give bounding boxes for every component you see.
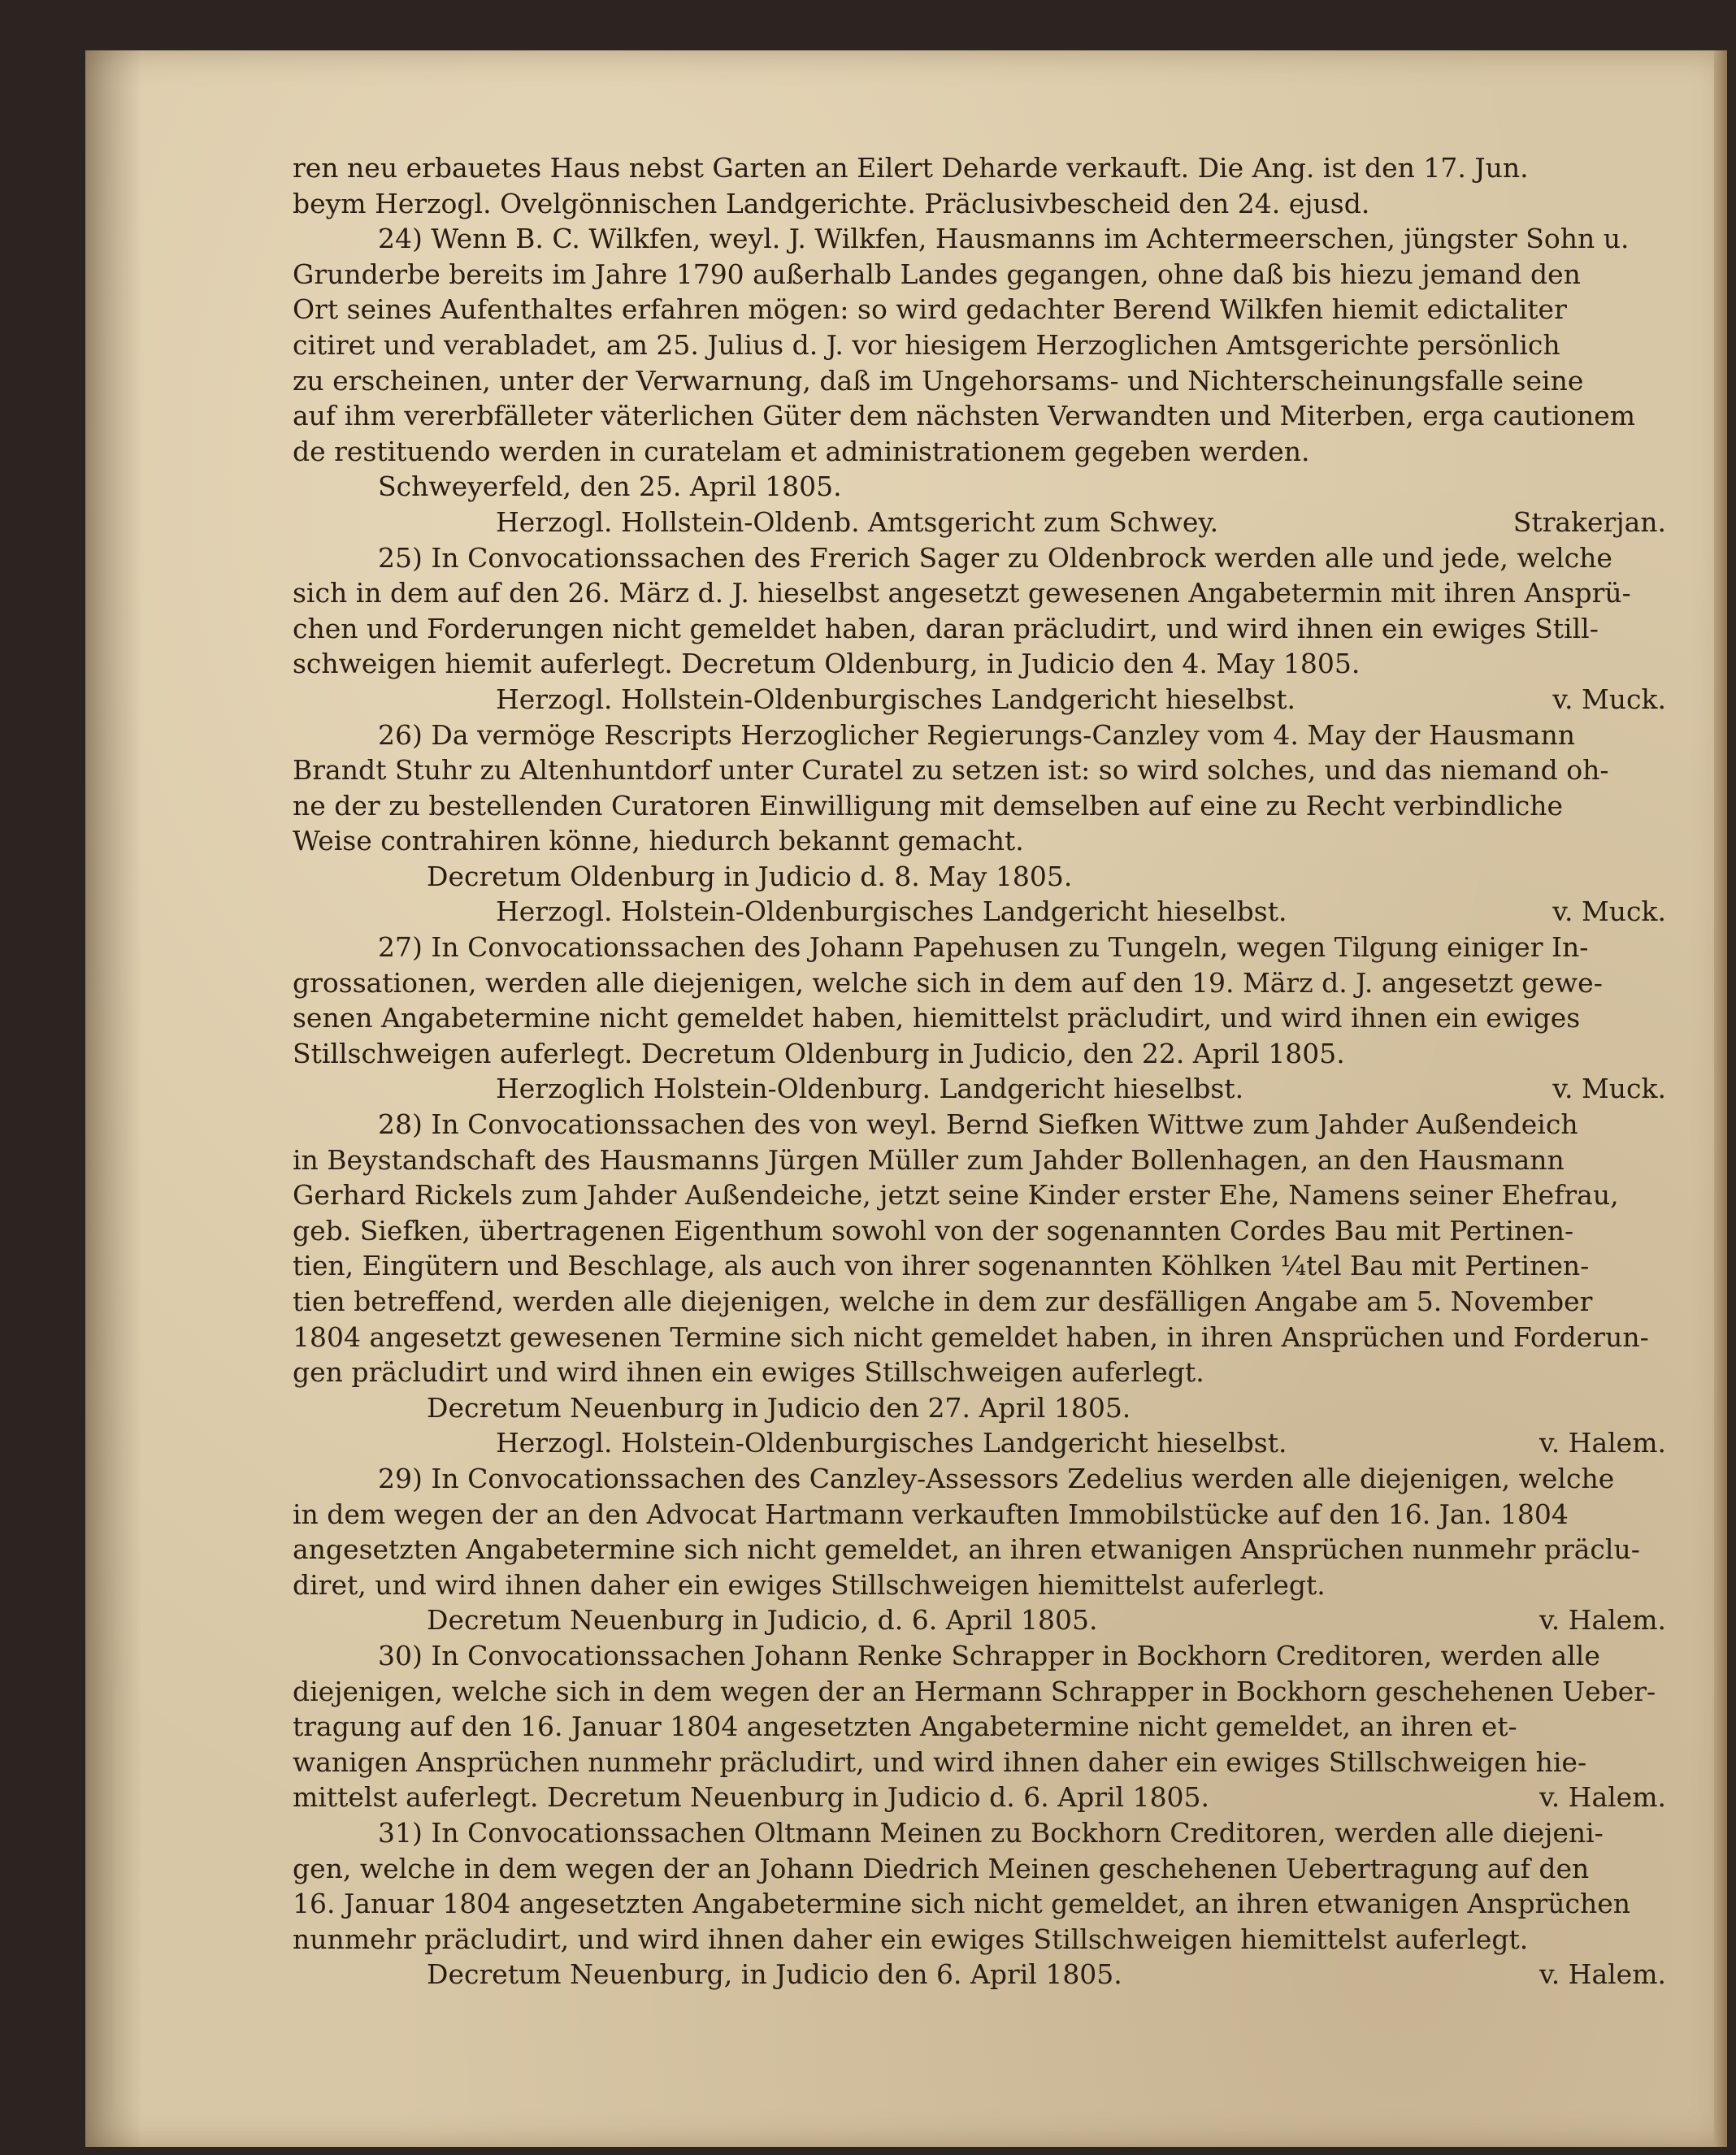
- text-line: Ort seines Aufenthaltes erfahren mögen: so wird gedachter Berend Wilkfen hiemit edictaliter: [293, 293, 1567, 326]
- page-edge: [1714, 50, 1727, 2147]
- signatory: v. Muck.: [1552, 1073, 1666, 1105]
- decretum-line: Decretum Neuenburg in Judicio, d. 6. April 1805.: [427, 1604, 1098, 1637]
- text-line: schweigen hiemit auferlegt. Decretum Oldenburg, in Judicio den 4. May 1805.: [293, 648, 1361, 680]
- text-line: beym Herzogl. Ovelgönnischen Landgerichte. Präclusivbescheid den 24. ejusd.: [293, 187, 1370, 219]
- text-line: gen präcludirt und wird ihnen ein ewiges Stillschweigen auferlegt.: [293, 1356, 1204, 1389]
- decretum-line: Decretum Neuenburg, in Judicio den 6. April 1805.: [427, 1958, 1122, 1991]
- text-line: Weise contrahiren könne, hiedurch bekannt gemacht.: [293, 825, 1024, 857]
- text-line: wanigen Ansprüchen nunmehr präcludirt, und wird ihnen daher ein ewiges Stillschweigen hie-: [293, 1745, 1587, 1778]
- text-line: ren neu erbauetes Haus nebst Garten an Eilert Deharde verkauft. Die Ang. ist den 17. Jun.: [293, 152, 1529, 184]
- text-line: 16. Januar 1804 angesetzten Angabetermine sich nicht gemeldet, an ihren etwanigen Ansprüchen: [293, 1888, 1631, 1920]
- signatory: v. Halem.: [1539, 1427, 1666, 1459]
- signature-row: [293, 1957, 1666, 1992]
- text-line: Stillschweigen auferlegt. Decretum Oldenburg in Judicio, den 22. April 1805.: [293, 1037, 1345, 1069]
- signatory: v. Halem.: [1539, 1958, 1666, 1991]
- court-name: Herzoglich Holstein-Oldenburg. Landgericht hieselbst.: [496, 1073, 1244, 1105]
- text-line: in dem wegen der an den Advocat Hartmann verkauften Immobilstücke auf den 16. Jan. 1804: [293, 1498, 1569, 1530]
- binding-shadow: [85, 50, 142, 2147]
- decretum-line: Decretum Neuenburg in Judicio den 27. April 1805.: [427, 1391, 1131, 1424]
- signatory: v. Halem.: [1539, 1781, 1666, 1814]
- place-date: Schweyerfeld, den 25. April 1805.: [378, 470, 842, 503]
- signature-row: [293, 1425, 1666, 1461]
- text-line: tien betreffend, werden alle diejenigen, welche in dem zur desfälligen Angabe am 5. November: [293, 1286, 1593, 1317]
- signature-row: [293, 682, 1666, 718]
- text-line: in Beystandschaft des Hausmanns Jürgen Müller zum Jahder Bollenhagen, an den Hausmann: [293, 1143, 1565, 1176]
- court-name: Herzogl. Holstein-Oldenburgisches Landgericht hieselbst.: [496, 1427, 1287, 1459]
- signatory: v. Muck.: [1552, 683, 1666, 715]
- text-line: zu erscheinen, unter der Verwarnung, daß im Ungehorsams- und Nichterscheinungsfalle seine: [293, 364, 1584, 397]
- text-line: Grunderbe bereits im Jahre 1790 außerhalb Landes gegangen, ohne daß bis hiezu jemand den: [293, 258, 1581, 290]
- entry-26-start: 26) Da vermöge Rescripts Herzoglicher Regierungs-Canzley vom 4. May der Hausmann: [378, 718, 1576, 751]
- signature-row: [293, 505, 1666, 540]
- court-name: Herzogl. Hollstein-Oldenburgisches Landgericht hieselbst.: [496, 683, 1296, 715]
- signatory: Strakerjan.: [1512, 505, 1666, 538]
- signature-row: [293, 1780, 1666, 1815]
- text-line: tien, Eingütern und Beschlage, als auch von ihrer sogenannten Köhlken ¼tel Bau mit Pertinen-: [293, 1250, 1590, 1282]
- entry-31-start: 31) In Convocationssachen Oltmann Meinen zu Bockhorn Creditoren, werden alle diejeni-: [378, 1816, 1604, 1849]
- signature-row: [293, 1071, 1666, 1107]
- text-line: tragung auf den 16. Januar 1804 angesetzten Angabetermine nicht gemeldet, an ihren et-: [293, 1711, 1517, 1743]
- text-line: angesetzten Angabetermine sich nicht gemeldet, an ihren etwanigen Ansprüchen nunmehr präclu-: [293, 1533, 1640, 1566]
- text-line: mittelst auferlegt. Decretum Neuenburg in Judicio d. 6. April 1805.: [293, 1781, 1210, 1814]
- signatory: v. Halem.: [1539, 1604, 1666, 1637]
- text-line: ne der zu bestellenden Curatoren Einwilligung mit demselben auf eine zu Recht verbindliche: [293, 789, 1564, 822]
- text-line: auf ihm vererbfälleter väterlichen Güter dem nächsten Verwandten und Miterben, erga cautionem: [293, 400, 1636, 432]
- entry-30-start: 30) In Convocationssachen Johann Renke Schrapper in Bockhorn Creditoren, werden alle: [378, 1639, 1600, 1672]
- entry-29-start: 29) In Convocationssachen des Canzley-Assessors Zedelius werden alle diejenigen, welche: [378, 1462, 1615, 1494]
- text-line: Brandt Stuhr zu Altenhuntdorf unter Curatel zu setzen ist: so wird solches, und das niemand oh-: [293, 754, 1609, 787]
- text-line: citiret und verabladet, am 25. Julius d. J. vor hiesigem Herzoglichen Amtsgerichte persönlich: [293, 328, 1560, 361]
- decretum-line: Decretum Oldenburg in Judicio d. 8. May 1805.: [427, 860, 1073, 892]
- text-line: diejenigen, welche sich in dem wegen der an Hermann Schrapper in Bockhorn geschehenen Ueber-: [293, 1675, 1656, 1707]
- text-line: Gerhard Rickels zum Jahder Außendeiche, jetzt seine Kinder erster Ehe, Namens seiner Ehefrau,: [293, 1179, 1619, 1212]
- signature-row: [293, 894, 1666, 930]
- court-name: Herzogl. Hollstein-Oldenb. Amtsgericht zum Schwey.: [496, 505, 1219, 538]
- text-line: senen Angabetermine nicht gemeldet haben, hiemittelst präcludirt, und wird ihnen ein ewiges: [293, 1002, 1581, 1034]
- entry-25-start: 25) In Convocationssachen des Frerich Sager zu Oldenbrock werden alle und jede, welche: [378, 541, 1612, 574]
- entry-27-start: 27) In Convocationssachen des Johann Papehusen zu Tungeln, wegen Tilgung einiger In-: [378, 931, 1589, 964]
- text-line: gen, welche in dem wegen der an Johann Diedrich Meinen geschehenen Uebertragung auf den: [293, 1852, 1590, 1884]
- text-line: de restituendo werden in curatelam et administrationem gegeben werden.: [293, 435, 1310, 467]
- text-line: chen und Forderungen nicht gemeldet haben, daran präcludirt, und wird ihnen ein ewiges Still-: [293, 612, 1599, 644]
- entry-28-start: 28) In Convocationssachen des von weyl. Bernd Siefken Wittwe zum Jahder Außendeich: [378, 1108, 1578, 1141]
- text-line: nunmehr präcludirt, und wird ihnen daher ein ewiges Stillschweigen hiemittelst auferlegt.: [293, 1923, 1529, 1955]
- document-body: [293, 150, 1666, 1992]
- text-line: geb. Siefken, übertragenen Eigenthum sowohl von der sogenannten Cordes Bau mit Pertinen-: [293, 1214, 1574, 1247]
- signature-row: [293, 1602, 1666, 1638]
- text-line: diret, und wird ihnen daher ein ewiges Stillschweigen hiemittelst auferlegt.: [293, 1568, 1326, 1601]
- text-line: sich in dem auf den 26. März d. J. hieselbst angesetzt gewesenen Angabetermin mit ihren Ansprü-: [293, 577, 1631, 609]
- signatory: v. Muck.: [1552, 895, 1666, 928]
- entry-24-start: 24) Wenn B. C. Wilkfen, weyl. J. Wilkfen, Hausmanns im Achtermeerschen, jüngster Sohn u.: [378, 223, 1630, 255]
- text-line: 1804 angesetzt gewesenen Termine sich nicht gemeldet haben, in ihren Ansprüchen und Forderun-: [293, 1320, 1649, 1353]
- court-name: Herzogl. Holstein-Oldenburgisches Landgericht hieselbst.: [496, 895, 1287, 928]
- text-line: grossationen, werden alle diejenigen, welche sich in dem auf den 19. März d. J. angesetzt gewe-: [293, 966, 1603, 999]
